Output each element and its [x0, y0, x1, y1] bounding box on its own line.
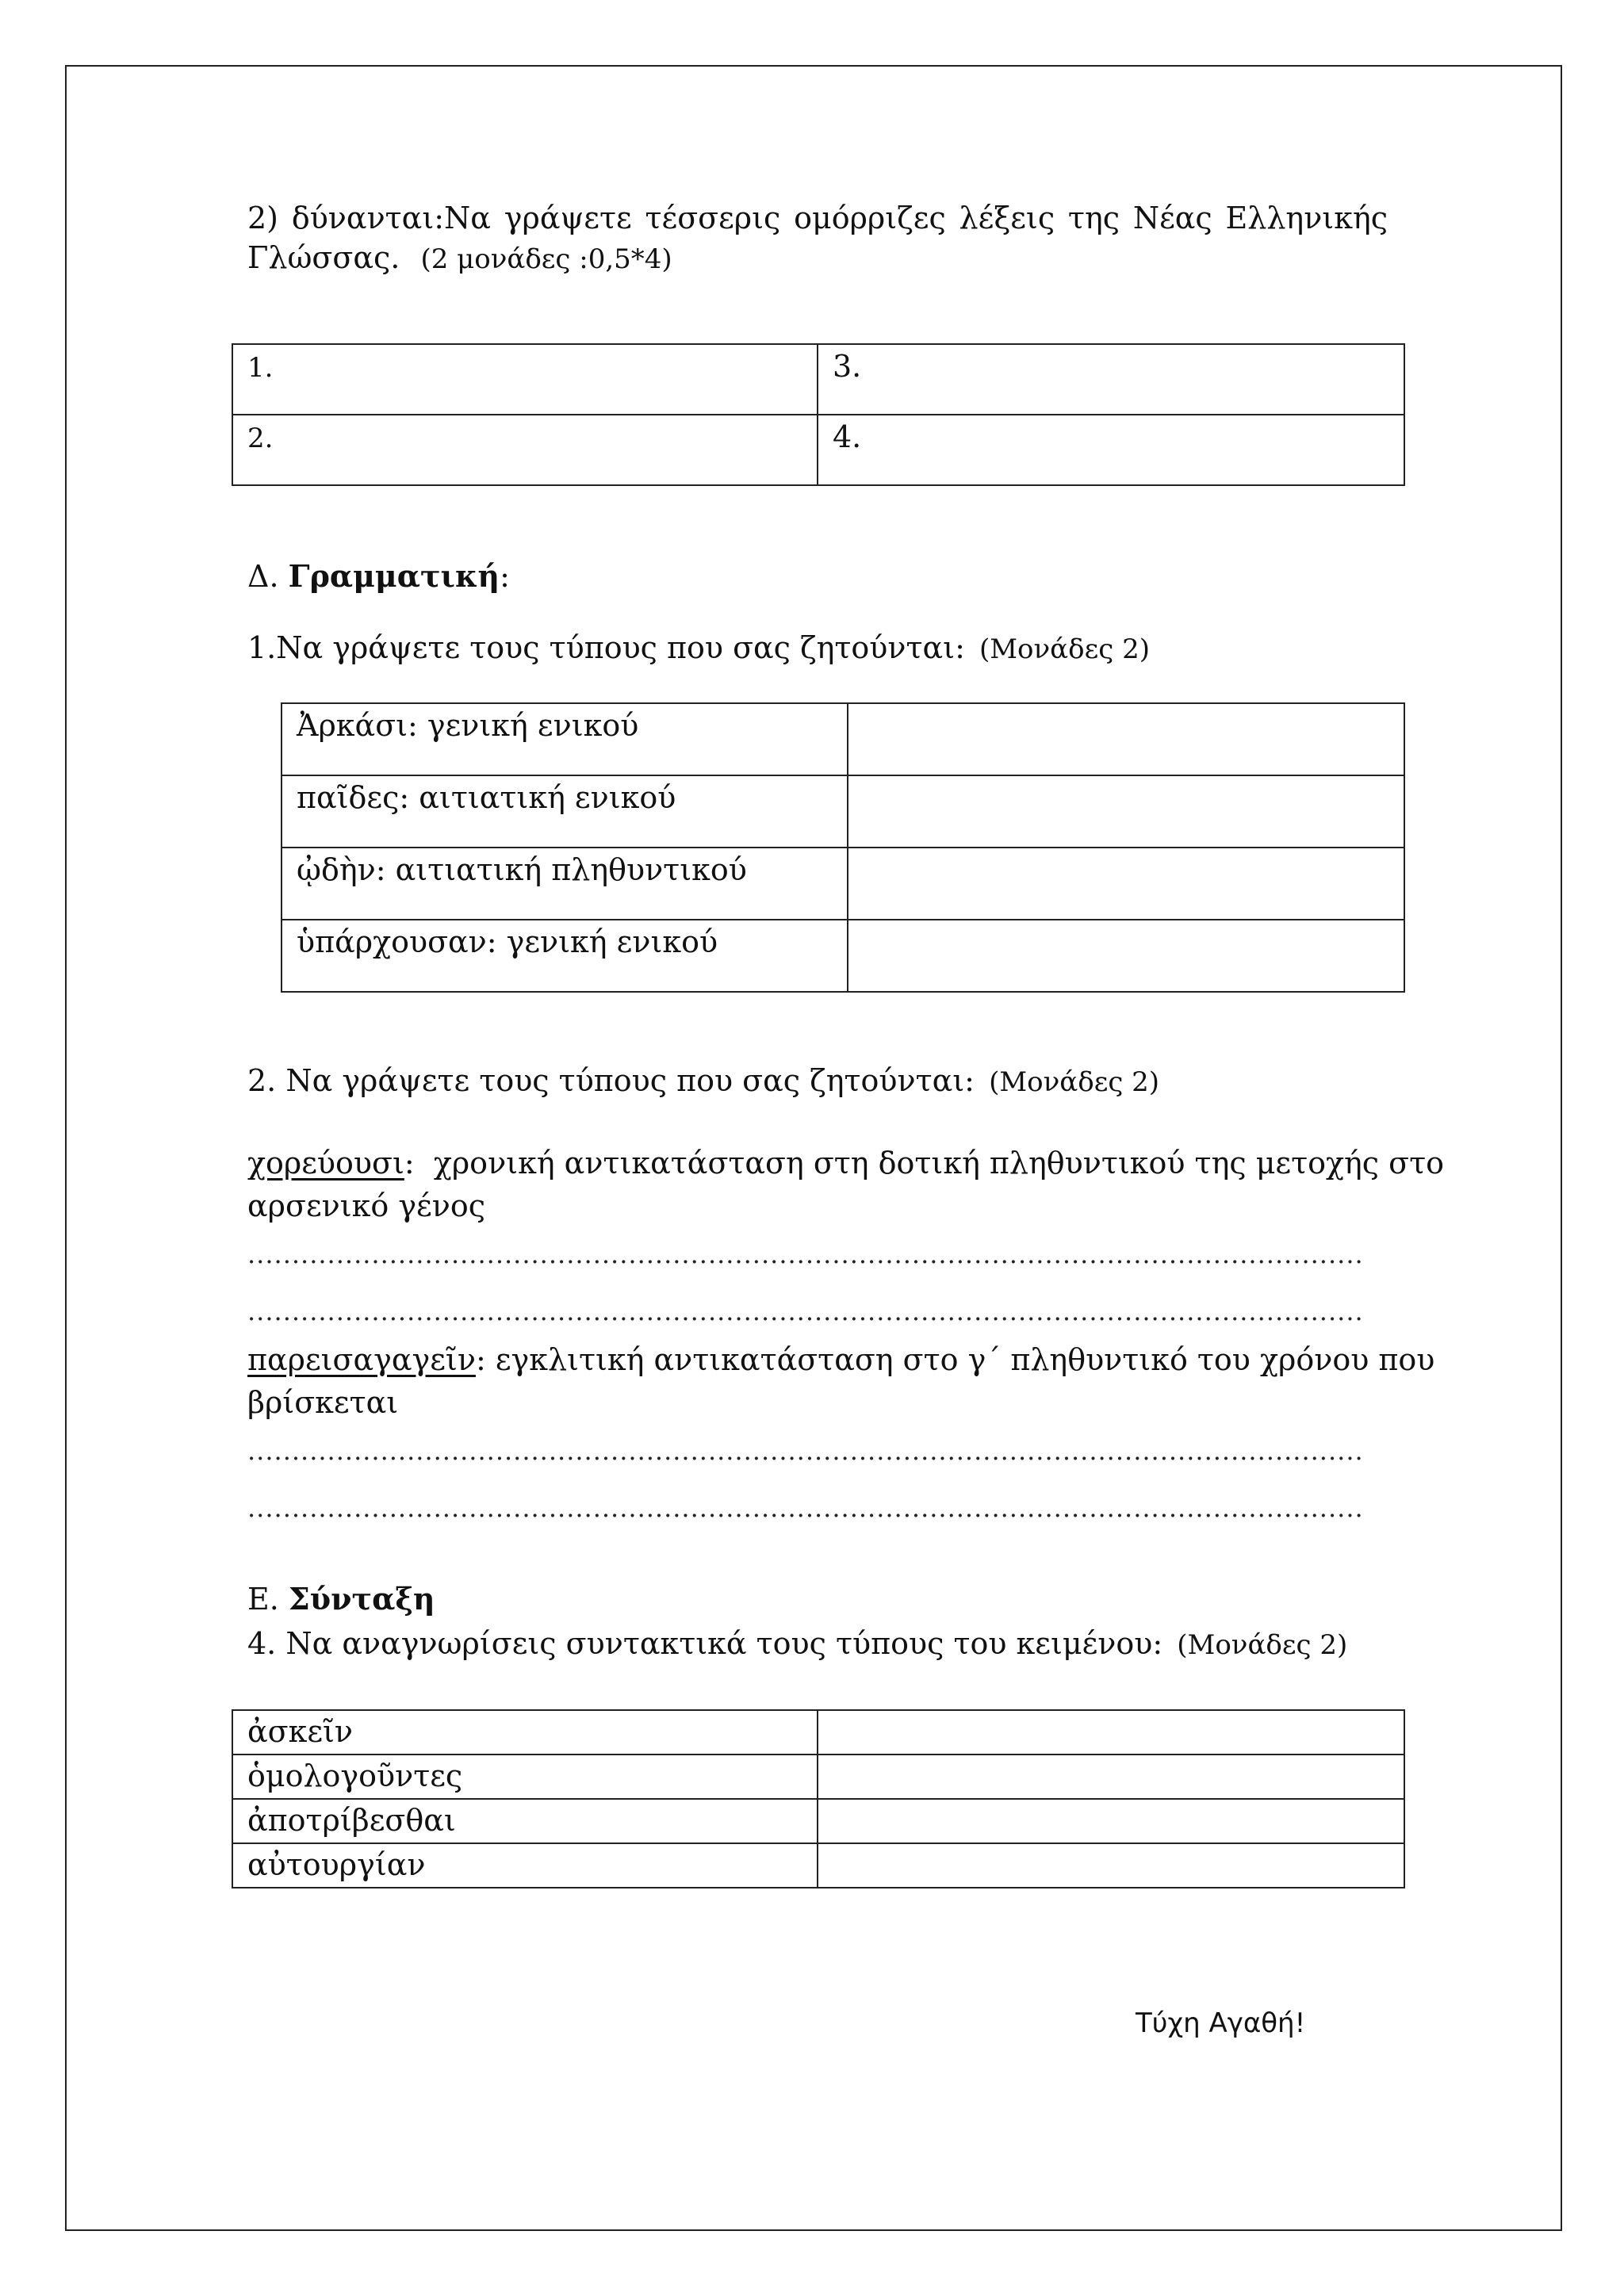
question-d2-text: 2. Να γράψετε τους τύπους που σας ζητούνται:: [247, 1063, 975, 1098]
grammar-form-cell: ὑπάρχουσαν: γενική ενικού: [282, 920, 848, 992]
section-d-heading: [247, 555, 510, 598]
grammar-answer-cell[interactable]: [848, 775, 1404, 848]
answer-line[interactable]: [247, 1435, 1362, 1467]
section-d-colon: :: [500, 559, 510, 594]
syntax-table: [232, 1709, 1405, 1888]
cognate-cell-3[interactable]: 3.: [818, 344, 1404, 415]
question-c2-points: (2 μονάδες :0,5*4): [420, 243, 672, 275]
grammar-form-cell: Ἀρκάσι: γενική ενικού: [282, 703, 848, 775]
question-c2-line1: 2) δύνανται:Να γράψετε τέσσερις ομόρριζες λέξεις της Νέας Ελληνικής: [247, 201, 1388, 235]
cognate-cell-2[interactable]: 2.: [232, 415, 818, 485]
question-d1-points: (Μονάδες 2): [979, 633, 1150, 665]
question-d2: [247, 1059, 1159, 1104]
d2-item1-instruction: : χρονική αντικατάσταση στη δοτική πληθυντικού της μετοχής στο: [404, 1146, 1444, 1181]
cognate-cell-4[interactable]: 4.: [818, 415, 1404, 485]
d2-item1-word: χορεύουσι: [247, 1146, 404, 1181]
section-e-heading: [247, 1578, 435, 1621]
answer-line[interactable]: [247, 1492, 1362, 1524]
d2-item2-word: παρεισαγαγεῖν: [247, 1342, 476, 1377]
syntax-word-cell: ἀσκεῖν: [232, 1710, 818, 1755]
grammar-form-cell: παῖδες: αιτιατική ενικού: [282, 775, 848, 848]
syntax-word-cell: ὁμολογοῦντες: [232, 1755, 818, 1799]
syntax-answer-cell[interactable]: [818, 1843, 1404, 1888]
syntax-word-cell: ἀποτρίβεσθαι: [232, 1799, 818, 1843]
grammar-answer-cell[interactable]: [848, 920, 1404, 992]
question-c2-line2: [247, 236, 672, 281]
question-e4-text: 4. Να αναγνωρίσεις συντακτικά τους τύπους του κειμένου:: [247, 1626, 1163, 1661]
section-d-letter: Δ.: [247, 559, 279, 594]
d2-item2-line1: [247, 1338, 1434, 1381]
question-e4: [247, 1622, 1347, 1667]
grammar-forms-table: [281, 702, 1405, 993]
question-d2-points: (Μονάδες 2): [989, 1066, 1160, 1098]
cognates-table: [232, 343, 1405, 486]
d2-item2-line2: βρίσκεται: [247, 1385, 399, 1420]
section-e-title: Σύνταξη: [288, 1581, 435, 1617]
cognate-cell-1[interactable]: 1.: [232, 344, 818, 415]
question-d1: [247, 626, 1150, 671]
closing-wish: Τύχη Αγαθή!: [1136, 2007, 1306, 2039]
grammar-answer-cell[interactable]: [848, 848, 1404, 920]
answer-line[interactable]: [247, 1295, 1362, 1327]
question-c2-line2-text: Γλώσσας.: [247, 240, 400, 275]
d2-item1-line1: [247, 1142, 1444, 1184]
question-e4-points: (Μονάδες 2): [1177, 1629, 1348, 1661]
d2-item1-line2: αρσενικό γένος: [247, 1188, 485, 1223]
syntax-answer-cell[interactable]: [818, 1710, 1404, 1755]
section-e-letter: Ε.: [247, 1582, 279, 1617]
grammar-form-cell: ᾠδὴν: αιτιατική πληθυντικού: [282, 848, 848, 920]
syntax-answer-cell[interactable]: [818, 1799, 1404, 1843]
section-d-title: Γραμματική: [288, 558, 500, 594]
grammar-answer-cell[interactable]: [848, 703, 1404, 775]
question-d1-text: 1.Να γράψετε τους τύπους που σας ζητούνται:: [247, 630, 965, 665]
answer-line[interactable]: [247, 1238, 1362, 1270]
d2-item2-instruction: : εγκλιτική αντικατάσταση στο γ΄ πληθυντικό του χρόνου που: [475, 1342, 1435, 1377]
syntax-word-cell: αὐτουργίαν: [232, 1843, 818, 1888]
syntax-answer-cell[interactable]: [818, 1755, 1404, 1799]
